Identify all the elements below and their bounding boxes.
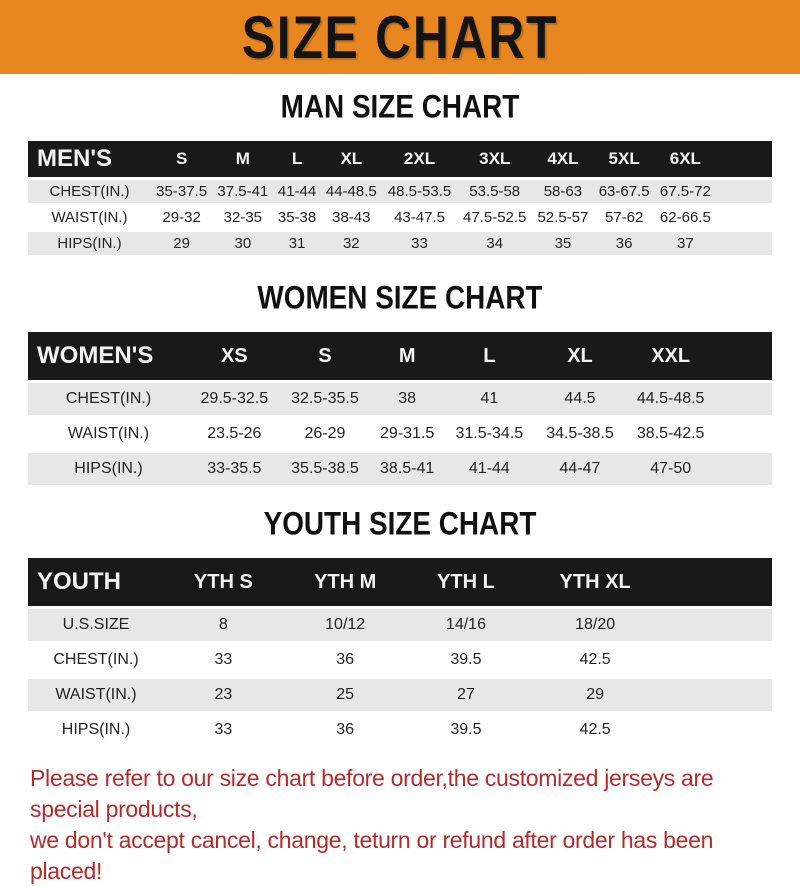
header-spacer xyxy=(716,141,772,177)
row-spacer xyxy=(716,418,772,450)
measurement-row xyxy=(28,180,772,203)
size-column-header: XS xyxy=(189,332,280,380)
size-value-cell: 35.5-38.5 xyxy=(291,460,359,477)
size-value-cell: 27 xyxy=(457,686,475,703)
title-banner xyxy=(0,0,800,74)
size-value-cell: 38.5-41 xyxy=(380,460,435,477)
youth-chart-heading: YOUTH SIZE CHART xyxy=(263,505,537,542)
size-value-cell: 41-44 xyxy=(277,183,317,200)
size-value-cell: 47.5-52.5 xyxy=(463,209,527,226)
size-value-cell: 18/20 xyxy=(575,616,616,633)
table-corner-label: WOMEN'S xyxy=(28,332,189,380)
size-value-cell: 26-29 xyxy=(304,425,346,442)
size-table-header-row xyxy=(28,141,772,177)
size-value-cell: 48.5-53.5 xyxy=(387,183,452,200)
measurement-row-label: CHEST(IN.) xyxy=(53,651,139,668)
size-value-cell: 58-63 xyxy=(543,183,583,200)
page-title: SIZE CHART xyxy=(241,3,559,71)
size-column-header: YTH L xyxy=(408,558,525,606)
size-value-cell: 44-47 xyxy=(559,460,601,477)
size-value-cell: 30 xyxy=(234,235,252,252)
size-value-cell: 39.5 xyxy=(450,651,482,668)
size-value-cell: 35-37.5 xyxy=(156,183,208,200)
size-value-cell: 39.5 xyxy=(450,721,482,738)
header-spacer xyxy=(666,558,772,606)
measurement-row-label: U.S.SIZE xyxy=(62,616,130,633)
size-value-cell: 53.5-58 xyxy=(469,183,521,200)
size-value-cell: 29-31.5 xyxy=(380,425,435,442)
size-column-header: XXL xyxy=(625,332,716,380)
size-value-cell: 44.5 xyxy=(564,390,596,407)
measurement-row xyxy=(28,679,772,711)
size-value-cell: 41-44 xyxy=(468,460,510,477)
size-value-cell: 32.5-35.5 xyxy=(291,390,359,407)
row-spacer xyxy=(666,679,772,711)
size-value-cell: 29-32 xyxy=(162,209,201,226)
size-value-cell: 37.5-41 xyxy=(217,183,269,200)
table-corner-label: MEN'S xyxy=(28,141,151,177)
size-value-cell: 29.5-32.5 xyxy=(200,390,269,407)
size-table-header-row xyxy=(28,332,772,380)
size-column-header: 2XL xyxy=(382,141,457,177)
row-spacer xyxy=(716,453,772,485)
measurement-row xyxy=(28,232,772,255)
size-column-header: XL xyxy=(321,141,382,177)
measurement-row-label: WAIST(IN.) xyxy=(55,686,137,703)
measurement-row xyxy=(28,453,772,485)
size-value-cell: 44.5-48.5 xyxy=(636,390,705,407)
size-value-cell: 8 xyxy=(218,616,228,633)
size-column-header: L xyxy=(444,332,535,380)
size-value-cell: 34.5-38.5 xyxy=(546,425,614,442)
size-column-header: L xyxy=(273,141,320,177)
size-column-header: S xyxy=(151,141,212,177)
size-value-cell: 10/12 xyxy=(325,616,366,633)
size-value-cell: 29 xyxy=(586,686,605,703)
size-column-header: 3XL xyxy=(457,141,532,177)
size-value-cell: 42.5 xyxy=(579,721,611,738)
size-column-header: XL xyxy=(535,332,626,380)
disclaimer xyxy=(30,763,780,887)
row-spacer xyxy=(716,206,772,229)
size-value-cell: 31.5-34.5 xyxy=(455,425,524,442)
measurement-row xyxy=(28,609,772,641)
size-value-cell: 32-35 xyxy=(223,209,263,226)
row-spacer xyxy=(666,714,772,746)
size-value-cell: 36 xyxy=(615,235,633,252)
size-value-cell: 34 xyxy=(486,235,504,252)
men-size-chart-section xyxy=(0,89,800,258)
measurement-row-label: HIPS(IN.) xyxy=(57,235,122,252)
size-value-cell: 25 xyxy=(336,686,355,703)
size-value-cell: 23.5-26 xyxy=(207,425,262,442)
row-spacer xyxy=(666,609,772,641)
measurement-row xyxy=(28,644,772,676)
disclaimer-line-1: Please refer to our size chart before order,the customized jerseys are special products, xyxy=(30,765,714,822)
women-chart-heading: WOMEN SIZE CHART xyxy=(257,279,543,316)
size-value-cell: 57-62 xyxy=(604,209,644,226)
size-column-header: YTH S xyxy=(164,558,283,606)
measurement-row-label: WAIST(IN.) xyxy=(67,425,150,442)
women-size-table xyxy=(28,329,772,488)
men-size-table xyxy=(28,138,772,258)
row-spacer xyxy=(666,644,772,676)
table-corner-label: YOUTH xyxy=(28,558,164,606)
size-column-header: YTH XL xyxy=(524,558,666,606)
row-spacer xyxy=(716,180,772,203)
size-value-cell: 38 xyxy=(398,390,417,407)
measurement-row-label: HIPS(IN.) xyxy=(61,721,131,738)
size-value-cell: 63-67.5 xyxy=(598,183,650,200)
size-value-cell: 38.5-42.5 xyxy=(636,425,705,442)
size-value-cell: 44-48.5 xyxy=(325,183,377,200)
size-value-cell: 23 xyxy=(214,686,233,703)
measurement-row-label: CHEST(IN.) xyxy=(65,390,152,407)
size-value-cell: 67.5-72 xyxy=(659,183,711,200)
row-spacer xyxy=(716,383,772,415)
measurement-row xyxy=(28,383,772,415)
size-value-cell: 36 xyxy=(336,651,355,668)
size-value-cell: 41 xyxy=(480,390,499,407)
measurement-row xyxy=(28,714,772,746)
youth-size-table xyxy=(28,555,772,749)
size-column-header: M xyxy=(212,141,273,177)
size-value-cell: 35 xyxy=(554,235,572,252)
size-column-header: 5XL xyxy=(594,141,655,177)
size-value-cell: 33-35.5 xyxy=(207,460,262,477)
size-value-cell: 42.5 xyxy=(579,651,611,668)
size-value-cell: 47-50 xyxy=(650,460,692,477)
men-chart-heading: MAN SIZE CHART xyxy=(280,88,520,125)
disclaimer-line-2: we don't accept cancel, change, teturn or refund after order has been placed! xyxy=(30,827,714,884)
size-value-cell: 29 xyxy=(173,235,190,252)
row-spacer xyxy=(716,232,772,255)
size-table-header-row xyxy=(28,558,772,606)
size-value-cell: 33 xyxy=(411,235,428,252)
size-value-cell: 33 xyxy=(214,651,233,668)
size-value-cell: 52.5-57 xyxy=(537,209,589,226)
size-value-cell: 38-43 xyxy=(332,209,371,226)
women-size-chart-section xyxy=(0,280,800,488)
measurement-row-label: WAIST(IN.) xyxy=(51,209,128,226)
size-column-header: YTH M xyxy=(283,558,408,606)
measurement-row-label: HIPS(IN.) xyxy=(74,460,143,477)
size-value-cell: 36 xyxy=(336,721,355,738)
size-value-cell: 35-38 xyxy=(277,209,317,226)
size-column-header: 4XL xyxy=(532,141,593,177)
size-value-cell: 62-66.5 xyxy=(659,209,711,226)
size-column-header: 6XL xyxy=(655,141,716,177)
size-column-header: S xyxy=(280,332,371,380)
size-value-cell: 31 xyxy=(288,235,306,252)
size-value-cell: 14/16 xyxy=(445,616,486,633)
header-spacer xyxy=(716,332,772,380)
size-value-cell: 33 xyxy=(214,721,233,738)
measurement-row-label: CHEST(IN.) xyxy=(49,183,130,200)
measurement-row xyxy=(28,206,772,229)
measurement-row xyxy=(28,418,772,450)
size-value-cell: 43-47.5 xyxy=(394,209,445,226)
size-value-cell: 32 xyxy=(342,235,360,252)
size-column-header: M xyxy=(370,332,444,380)
youth-size-chart-section xyxy=(0,506,800,749)
size-value-cell: 37 xyxy=(677,235,694,252)
